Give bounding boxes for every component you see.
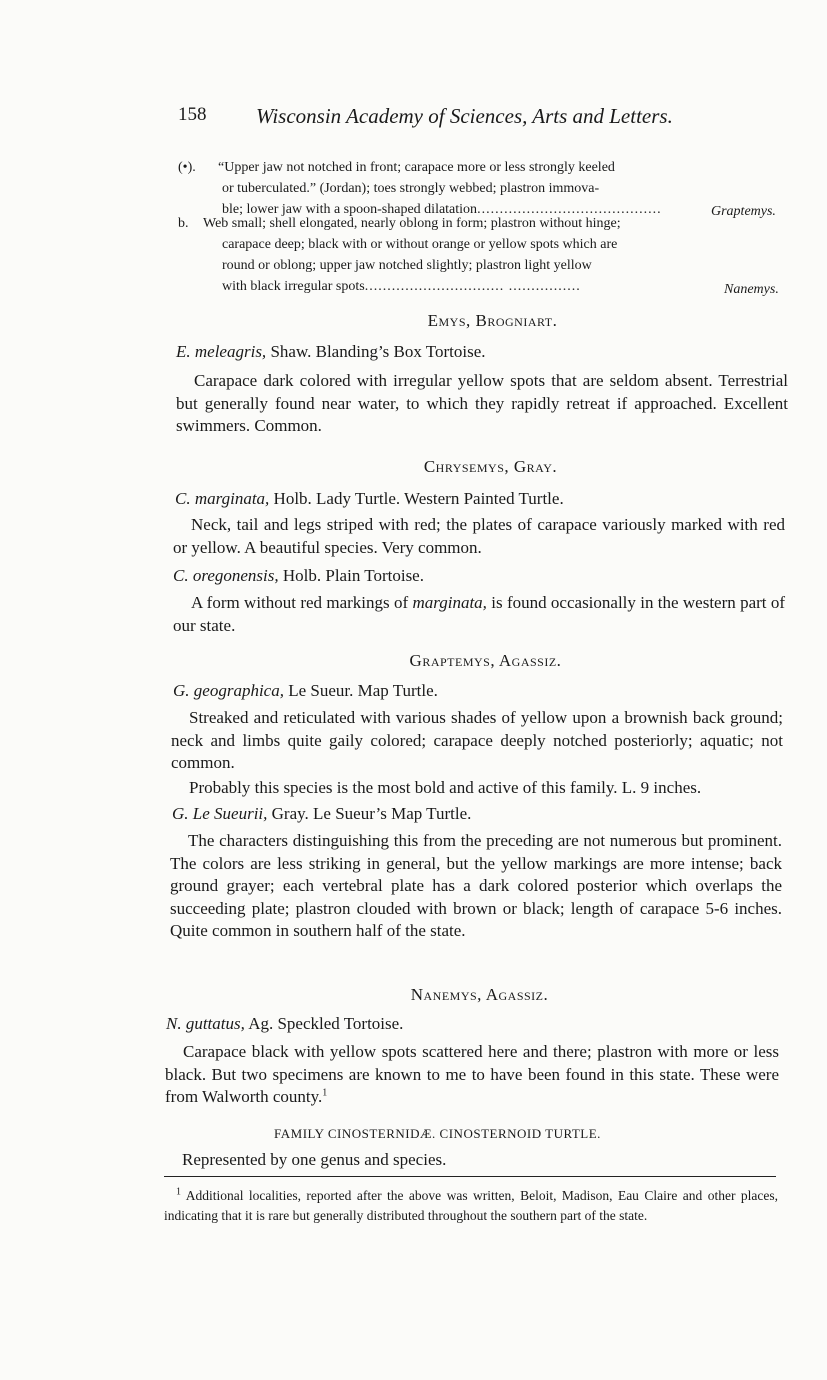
species-line-c-marginata xyxy=(175,489,564,509)
key-a-line-2: or tuberculated.” (Jordan); toes strongly webbed; plastron immova- xyxy=(222,181,600,196)
key-b-line-2: carapace deep; black with or without orange or yellow spots which are xyxy=(222,237,618,252)
species-description: A form without red markings of marginata, is found occasionally in the western part of our state. xyxy=(173,593,786,635)
species-description-2: Probably this species is the most bold and active of this family. L. 9 inches. xyxy=(189,778,702,797)
species-description: Streaked and reticulated with various shades of yellow upon a brownish back ground; neck and limbs quite gaily colored; carapace deeply notched posteriorly; aquatic; not common. xyxy=(171,708,783,772)
dot-leader: ............................... ................ xyxy=(364,279,581,294)
species-name: C. marginata, xyxy=(175,489,270,508)
key-entry-b xyxy=(178,214,794,300)
species-common-name: Ag. Speckled Tortoise. xyxy=(248,1014,404,1033)
genus-heading-nanemys: Nanemys, Agassiz. xyxy=(410,985,549,1004)
species-common-name: Holb. Lady Turtle. Western Painted Turtle. xyxy=(273,489,564,508)
species-line-e-meleagris xyxy=(176,342,486,362)
genus-heading-chrysemys: Chrysemys, Gray. xyxy=(423,457,558,476)
footnote-rule xyxy=(164,1176,776,1177)
key-b-result: Nanemys. xyxy=(724,282,779,297)
page-number: 158 xyxy=(178,104,207,125)
key-b-line-3: round or oblong; upper jaw notched slightly; plastron light yellow xyxy=(222,258,592,273)
key-label-a: (•). xyxy=(178,160,196,175)
key-b-line-4 xyxy=(222,277,581,297)
species-name: G. geographica, xyxy=(173,681,284,700)
species-common-name: Shaw. Blanding’s Box Tortoise. xyxy=(270,342,486,361)
species-common-name: Le Sueur. Map Turtle. xyxy=(288,681,438,700)
page-header xyxy=(178,104,738,140)
species-name: G. Le Sueurii, xyxy=(172,804,268,823)
key-entry-a xyxy=(178,158,790,222)
footnote-mark: 1 xyxy=(176,1186,181,1198)
key-a-line-1: “Upper jaw not notched in front; carapace more or less strongly keeled xyxy=(218,160,615,175)
species-name: E. meleagris, xyxy=(176,342,267,361)
running-title: Wisconsin Academy of Sciences, Arts and Letters. xyxy=(256,104,673,128)
key-a-line-3-text: ble; lower jaw with a spoon-shaped dilatation xyxy=(222,202,478,217)
footnote xyxy=(164,1186,778,1226)
species-description: The characters distinguishing this from the preceding are not numerous but prominent. The colors are less striking in general, but the yellow markings are more intense; back ground grayer; each vertebral plate has a dark colored posterior which overlaps the succeeding plate; plastron clouded with brown or black; length of carapace 5-6 inches. Quite common in southern half of the state. xyxy=(170,831,782,940)
species-name: C. oregonensis, xyxy=(173,566,279,585)
species-common-name: Holb. Plain Tortoise. xyxy=(282,566,424,585)
family-heading: FAMILY CINOSTERNIDÆ. CINOSTERNOID TURTLE. xyxy=(274,1126,601,1141)
footnote-reference: 1 xyxy=(322,1087,328,1099)
species-description: Neck, tail and legs striped with red; the plates of carapace variously marked with red or yellow. A beautiful species. Very common. xyxy=(173,515,785,557)
species-line-g-le-sueurii xyxy=(172,804,471,824)
species-line-c-oregonensis xyxy=(173,566,424,586)
key-b-line-4-text: with black irregular spots xyxy=(222,279,365,294)
key-b-line-1: Web small; shell elongated, nearly oblong in form; plastron without hinge; xyxy=(203,216,621,231)
species-description: Carapace dark colored with irregular yellow spots that are seldom absent. Terrestrial but generally found near water, to which they rapidly retreat if approached. Excellent swimmers. Common. xyxy=(176,371,788,435)
genus-heading-graptemys: Graptemys, Agassiz. xyxy=(409,651,562,670)
key-a-result: Graptemys. xyxy=(711,204,776,219)
species-description: Carapace black with yellow spots scattered here and there; plastron with more or less black. But two specimens are known to me to have been found in this state. These were from Walworth county.$^1$ xyxy=(165,1042,779,1106)
family-description: Represented by one genus and species. xyxy=(182,1150,447,1169)
species-line-g-geographica xyxy=(173,681,438,701)
dot-leader: ......................................... xyxy=(477,202,662,217)
species-name: N. guttatus, xyxy=(166,1014,245,1033)
species-line-n-guttatus xyxy=(166,1014,403,1034)
footnote-text: Additional localities, reported after the above was written, Beloit, Madison, Eau Claire and other places, indicating that it is rare but generally distributed throughout the southern part of the state. xyxy=(164,1188,778,1223)
species-common-name: Gray. Le Sueur’s Map Turtle. xyxy=(271,804,472,823)
key-label-b: b. xyxy=(178,216,189,231)
genus-heading-emys: Emys, Brogniart. xyxy=(427,311,558,330)
